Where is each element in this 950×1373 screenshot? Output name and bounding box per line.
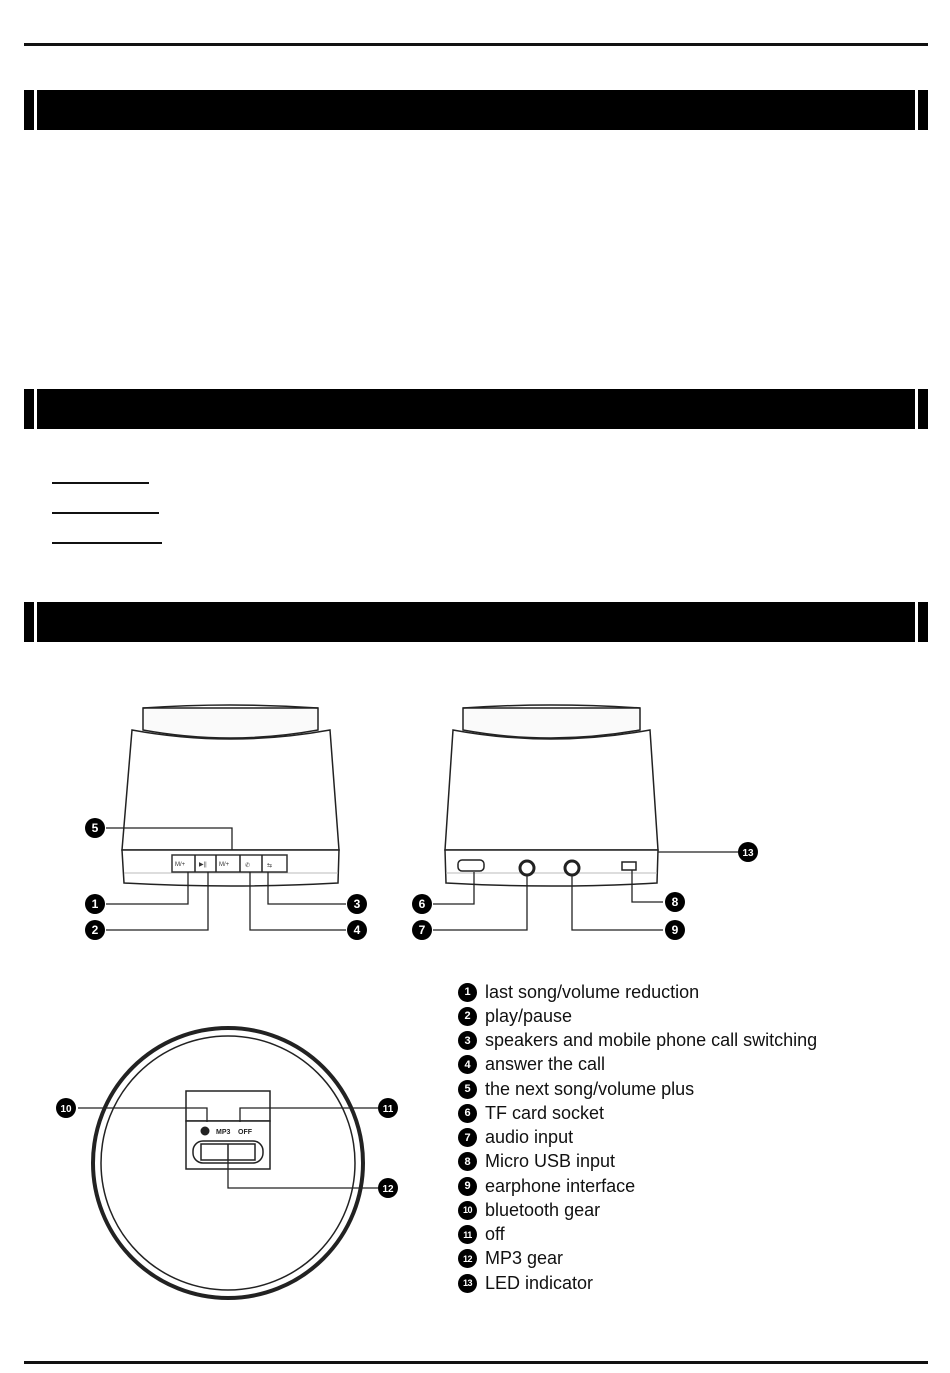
legend-text: TF card socket xyxy=(485,1102,605,1123)
legend-text: LED indicator xyxy=(485,1272,594,1293)
legend-text: audio input xyxy=(485,1127,574,1148)
legend-badge: 6 xyxy=(458,1104,477,1123)
svg-text:6: 6 xyxy=(418,897,426,911)
legend-badge: 1 xyxy=(458,983,477,1002)
svg-text:9: 9 xyxy=(671,923,679,937)
svg-text:1: 1 xyxy=(91,897,99,911)
svg-text:5: 5 xyxy=(91,821,99,835)
legend-item xyxy=(458,1223,817,1247)
legend-text: MP3 gear xyxy=(485,1248,564,1269)
legend-text: off xyxy=(485,1224,505,1245)
svg-text:13: 13 xyxy=(742,848,754,859)
legend-item xyxy=(458,1101,817,1125)
callout-8 xyxy=(665,892,685,912)
front-btn-label-2: ▶|| xyxy=(199,862,207,868)
legend-badge: 5 xyxy=(458,1080,477,1099)
callout-12 xyxy=(378,1178,398,1198)
svg-text:4: 4 xyxy=(353,923,361,937)
legend-item xyxy=(458,1150,817,1174)
legend-item xyxy=(458,1126,817,1150)
legend-text: the next song/volume plus xyxy=(485,1078,695,1099)
svg-text:3: 3 xyxy=(353,897,361,911)
svg-text:7: 7 xyxy=(418,923,426,937)
legend-badge: 10 xyxy=(458,1201,477,1220)
svg-text:11: 11 xyxy=(382,1104,394,1115)
legend-text: play/pause xyxy=(485,1005,573,1026)
legend-item xyxy=(458,1247,817,1271)
legend-text: Micro USB input xyxy=(485,1151,616,1172)
legend-text: answer the call xyxy=(485,1054,606,1075)
legend-item xyxy=(458,1271,817,1295)
legend-text: speakers and mobile phone call switching xyxy=(485,1030,818,1051)
svg-text:2: 2 xyxy=(91,923,99,937)
legend-badge: 12 xyxy=(458,1249,477,1268)
callout-13 xyxy=(738,842,758,862)
legend-badge: 4 xyxy=(458,1055,477,1074)
legend-text: last song/volume reduction xyxy=(485,981,700,1002)
legend-badge: 7 xyxy=(458,1128,477,1147)
legend-badge: 13 xyxy=(458,1274,477,1293)
front-btn-label-3: M/+ xyxy=(219,862,230,868)
legend-item xyxy=(458,1198,817,1222)
speaker-front-view xyxy=(122,705,339,886)
legend-badge: 3 xyxy=(458,1031,477,1050)
callout-10 xyxy=(56,1098,76,1118)
legend-badge: 9 xyxy=(458,1177,477,1196)
switch-label-mp3: MP3 xyxy=(216,1129,231,1136)
legend-item xyxy=(458,1174,817,1198)
speaker-back-view xyxy=(445,705,658,886)
switch-label-off: OFF xyxy=(238,1129,252,1136)
callout-2 xyxy=(85,920,105,940)
legend-item xyxy=(458,1029,817,1053)
legend-badge: 2 xyxy=(458,1007,477,1026)
svg-text:12: 12 xyxy=(382,1184,394,1195)
function-legend xyxy=(458,980,817,1295)
callout-7 xyxy=(412,920,432,940)
callout-3 xyxy=(347,894,367,914)
legend-item xyxy=(458,1053,817,1077)
legend-badge: 8 xyxy=(458,1152,477,1171)
legend-text: earphone interface xyxy=(485,1175,636,1196)
callout-4 xyxy=(347,920,367,940)
legend-item xyxy=(458,1004,817,1028)
legend-badge: 11 xyxy=(458,1225,477,1244)
callout-6 xyxy=(412,894,432,914)
callout-11 xyxy=(378,1098,398,1118)
front-btn-label-4: ✆ xyxy=(245,863,251,869)
callout-1 xyxy=(85,894,105,914)
legend-item xyxy=(458,980,817,1004)
front-btn-label-5: ⇆ xyxy=(267,863,273,869)
front-btn-label-1: M/+ xyxy=(175,862,186,868)
legend-item xyxy=(458,1077,817,1101)
svg-text:8: 8 xyxy=(671,895,679,909)
bottom-rule xyxy=(24,1361,928,1364)
legend-text: bluetooth gear xyxy=(485,1199,601,1220)
svg-text:10: 10 xyxy=(60,1104,72,1115)
callout-5 xyxy=(85,818,105,838)
callout-9 xyxy=(665,920,685,940)
